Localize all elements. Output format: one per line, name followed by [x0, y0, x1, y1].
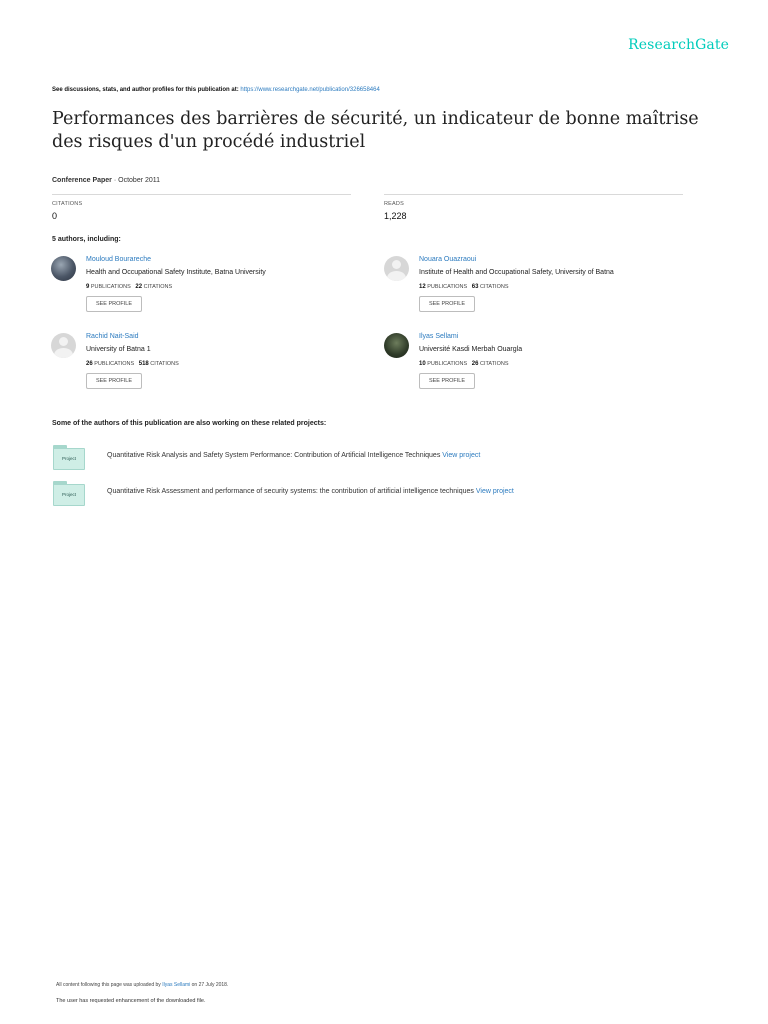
avatar[interactable] — [384, 333, 409, 358]
project-title: Quantitative Risk Analysis and Safety System Performance: Contribution of Artificial Intelligence Techniques — [107, 452, 441, 459]
see-profile-button[interactable]: SEE PROFILE — [419, 296, 475, 312]
project-icon-label: Project — [61, 492, 76, 497]
citations-value: 0 — [52, 211, 58, 221]
author-stats — [86, 361, 179, 367]
publications-label: PUBLICATIONS — [94, 361, 135, 367]
publications-count: 10 — [419, 361, 426, 367]
view-project-link[interactable]: View project — [475, 488, 514, 495]
paper-meta — [52, 177, 160, 184]
default-avatar-icon[interactable] — [384, 256, 409, 281]
see-profile-button[interactable]: SEE PROFILE — [86, 373, 142, 389]
researchgate-logo: ResearchGate — [628, 37, 729, 53]
publications-count: 26 — [86, 361, 93, 367]
publications-count: 9 — [86, 284, 90, 290]
author-card — [384, 256, 684, 326]
citations-count: 22 — [135, 284, 143, 290]
author-name[interactable]: Mouloud Bourareche — [86, 256, 151, 263]
publications-label: PUBLICATIONS — [427, 361, 468, 367]
avatar[interactable] — [51, 256, 76, 281]
citations-label: CITATIONS — [150, 361, 179, 367]
author-stats — [419, 284, 509, 290]
see-profile-button[interactable]: SEE PROFILE — [86, 296, 142, 312]
project-icon — [53, 484, 85, 506]
project-icon — [53, 448, 85, 470]
reads-label: READS — [384, 201, 404, 207]
author-stats — [86, 284, 172, 290]
divider — [384, 194, 683, 195]
publication-link[interactable]: https://www.researchgate.net/publication/326658464 — [240, 87, 380, 93]
publications-label: PUBLICATIONS — [90, 284, 131, 290]
citations-label: CITATIONS — [143, 284, 173, 290]
divider — [52, 194, 351, 195]
upload-note — [56, 982, 228, 988]
request-note: The user has requested enhancement of the downloaded file. — [56, 998, 206, 1004]
project-item — [107, 452, 480, 459]
citations-label: CITATIONS — [479, 284, 509, 290]
author-name[interactable]: Nouara Ouazraoui — [419, 256, 477, 263]
author-name[interactable]: Rachid Nait-Said — [86, 333, 139, 340]
authors-heading: 5 authors, including: — [52, 236, 121, 243]
author-institution: Université Kasdi Merbah Ouargla — [419, 346, 523, 353]
see-profile-button[interactable]: SEE PROFILE — [419, 373, 475, 389]
author-card — [384, 333, 684, 403]
publications-count: 12 — [419, 284, 426, 290]
citations-label: CITATIONS — [52, 201, 83, 207]
author-name[interactable]: Ilyas Sellami — [419, 333, 459, 340]
discussion-line — [52, 87, 380, 93]
citations-count: 26 — [471, 361, 479, 367]
project-item — [107, 488, 514, 495]
reads-value: 1,228 — [384, 211, 407, 221]
publications-label: PUBLICATIONS — [427, 284, 468, 290]
author-institution: Health and Occupational Safety Institute, Batna University — [86, 269, 266, 276]
discussion-text: See discussions, stats, and author profiles for this publication at: — [52, 87, 239, 93]
project-title: Quantitative Risk Assessment and performance of security systems: the contribution of artificial intelligence techniques — [107, 488, 474, 495]
paper-date: · October 2011 — [113, 177, 161, 184]
uploader-link[interactable]: Ilyas Sellami — [162, 982, 191, 988]
default-avatar-icon[interactable] — [51, 333, 76, 358]
related-projects-heading: Some of the authors of this publication are also working on these related projects: — [52, 420, 327, 427]
project-icon-label: Project — [61, 456, 76, 461]
citations-count: 63 — [471, 284, 479, 290]
upload-date: on 27 July 2018. — [191, 982, 229, 988]
paper-title: Performances des barrières de sécurité, un indicateur de bonne maîtrise des risques d'un procédé industriel — [52, 109, 699, 152]
author-stats — [419, 361, 509, 367]
upload-prefix: All content following this page was uploaded by — [56, 982, 161, 988]
citations-label: CITATIONS — [479, 361, 509, 367]
author-card — [51, 256, 351, 326]
author-institution: University of Batna 1 — [86, 346, 151, 353]
author-institution: Institute of Health and Occupational Safety, University of Batna — [419, 269, 614, 276]
paper-type: Conference Paper — [52, 177, 112, 184]
citations-count: 518 — [138, 361, 149, 367]
view-project-link[interactable]: View project — [442, 452, 481, 459]
author-card — [51, 333, 351, 403]
